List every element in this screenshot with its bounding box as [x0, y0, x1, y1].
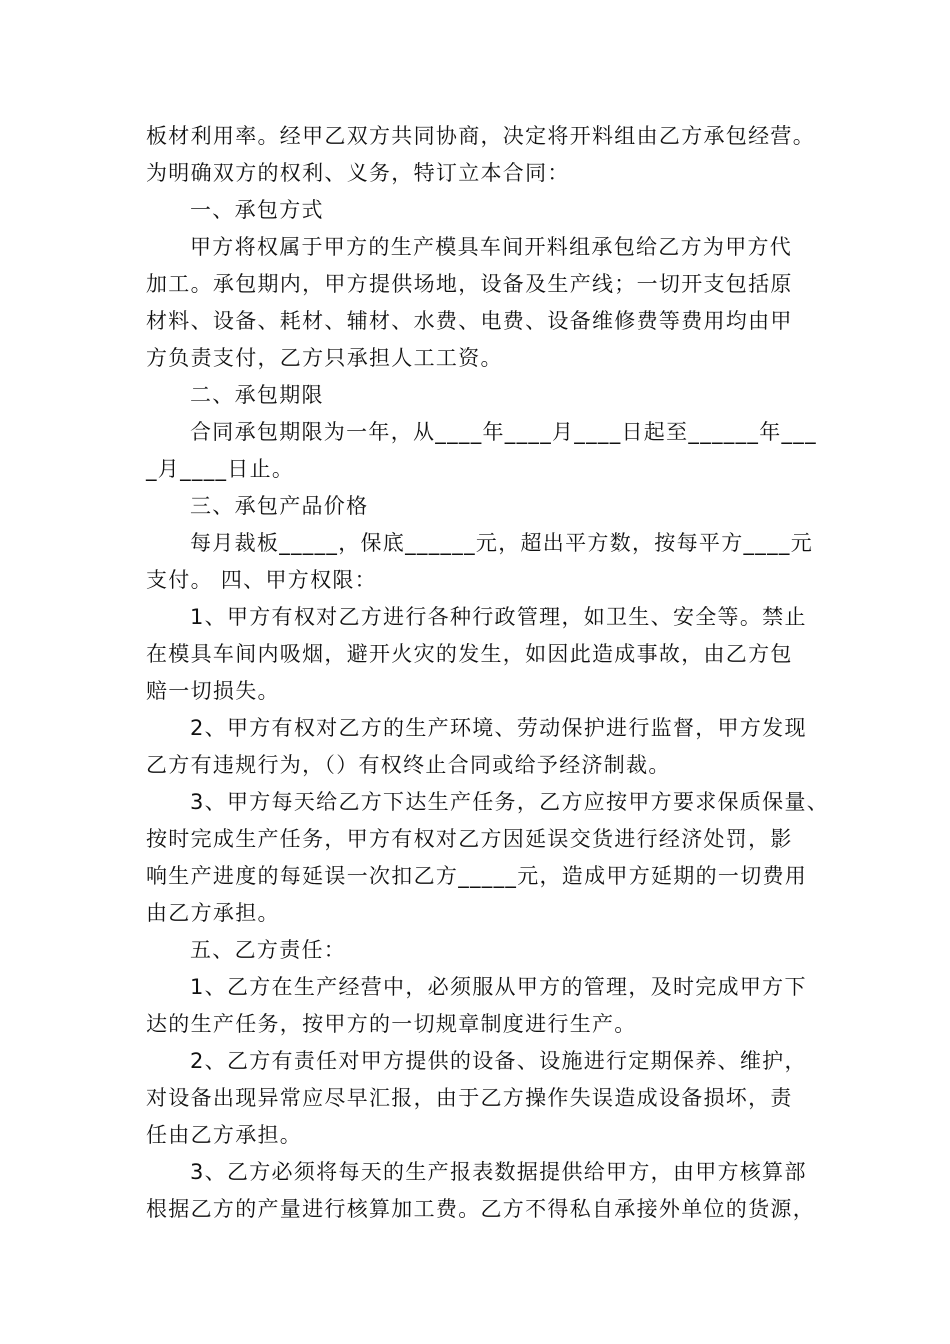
text-line: 2、乙方有责任对甲方提供的设备、设施进行定期保养、维护， — [190, 1049, 807, 1073]
text-line: 任由乙方承担。 — [146, 1123, 303, 1147]
text-line: 合同承包期限为一年，从____年____月____日起至______年___ — [190, 420, 817, 444]
text-line: 由乙方承担。 — [146, 901, 280, 925]
text-line: 3、甲方每天给乙方下达生产任务，乙方应按甲方要求保质保量、 — [190, 790, 830, 814]
text-line: _月____日止。 — [146, 457, 295, 481]
text-line: 对设备出现异常应尽早汇报，由于乙方操作失误造成设备损坏，责 — [146, 1086, 793, 1110]
text-line: 乙方有违规行为，（）有权终止合同或给予经济制裁。 — [146, 753, 671, 777]
text-line: 材料、设备、耗材、辅材、水费、电费、设备维修费等费用均由甲 — [146, 309, 793, 333]
text-line: 达的生产任务，按甲方的一切规章制度进行生产。 — [146, 1012, 637, 1036]
text-line: 甲方将权属于甲方的生产模具车间开料组承包给乙方为甲方代 — [190, 235, 793, 259]
text-line: 1、乙方在生产经营中，必须服从甲方的管理，及时完成甲方下 — [190, 975, 807, 999]
text-line: 一、承包方式 — [190, 198, 324, 222]
text-line: 按时完成生产任务，甲方有权对乙方因延误交货进行经济处罚，影 — [146, 827, 793, 851]
text-line: 二、承包期限 — [190, 383, 324, 407]
text-line: 响生产进度的每延误一次扣乙方_____元，造成甲方延期的一切费用 — [146, 864, 808, 888]
text-line: 3、乙方必须将每天的生产报表数据提供给甲方，由甲方核算部 — [190, 1160, 807, 1184]
text-line: 2、甲方有权对乙方的生产环境、劳动保护进行监督，甲方发现 — [190, 716, 807, 740]
text-line: 五、乙方责任： — [190, 938, 347, 962]
text-line: 为明确双方的权利、义务，特订立本合同： — [146, 161, 570, 185]
text-line: 1、甲方有权对乙方进行各种行政管理，如卫生、安全等。禁止 — [190, 605, 807, 629]
text-line: 三、承包产品价格 — [190, 494, 369, 518]
text-line: 板材利用率。经甲乙双方共同协商，决定将开料组由乙方承包经营。 — [146, 124, 815, 148]
text-line: 加工。承包期内，甲方提供场地，设备及生产线；一切开支包括原 — [146, 272, 793, 296]
text-line: 在模具车间内吸烟，避开火灾的发生，如因此造成事故，由乙方包 — [146, 642, 793, 666]
text-line: 方负责支付，乙方只承担人工工资。 — [146, 346, 503, 370]
text-line: 根据乙方的产量进行核算加工费。乙方不得私自承接外单位的货源， — [146, 1197, 815, 1221]
text-line: 支付。 四、甲方权限： — [146, 568, 377, 592]
text-line: 赔一切损失。 — [146, 679, 280, 703]
text-line: 每月裁板_____，保底______元，超出平方数，按每平方____元 — [190, 531, 813, 555]
